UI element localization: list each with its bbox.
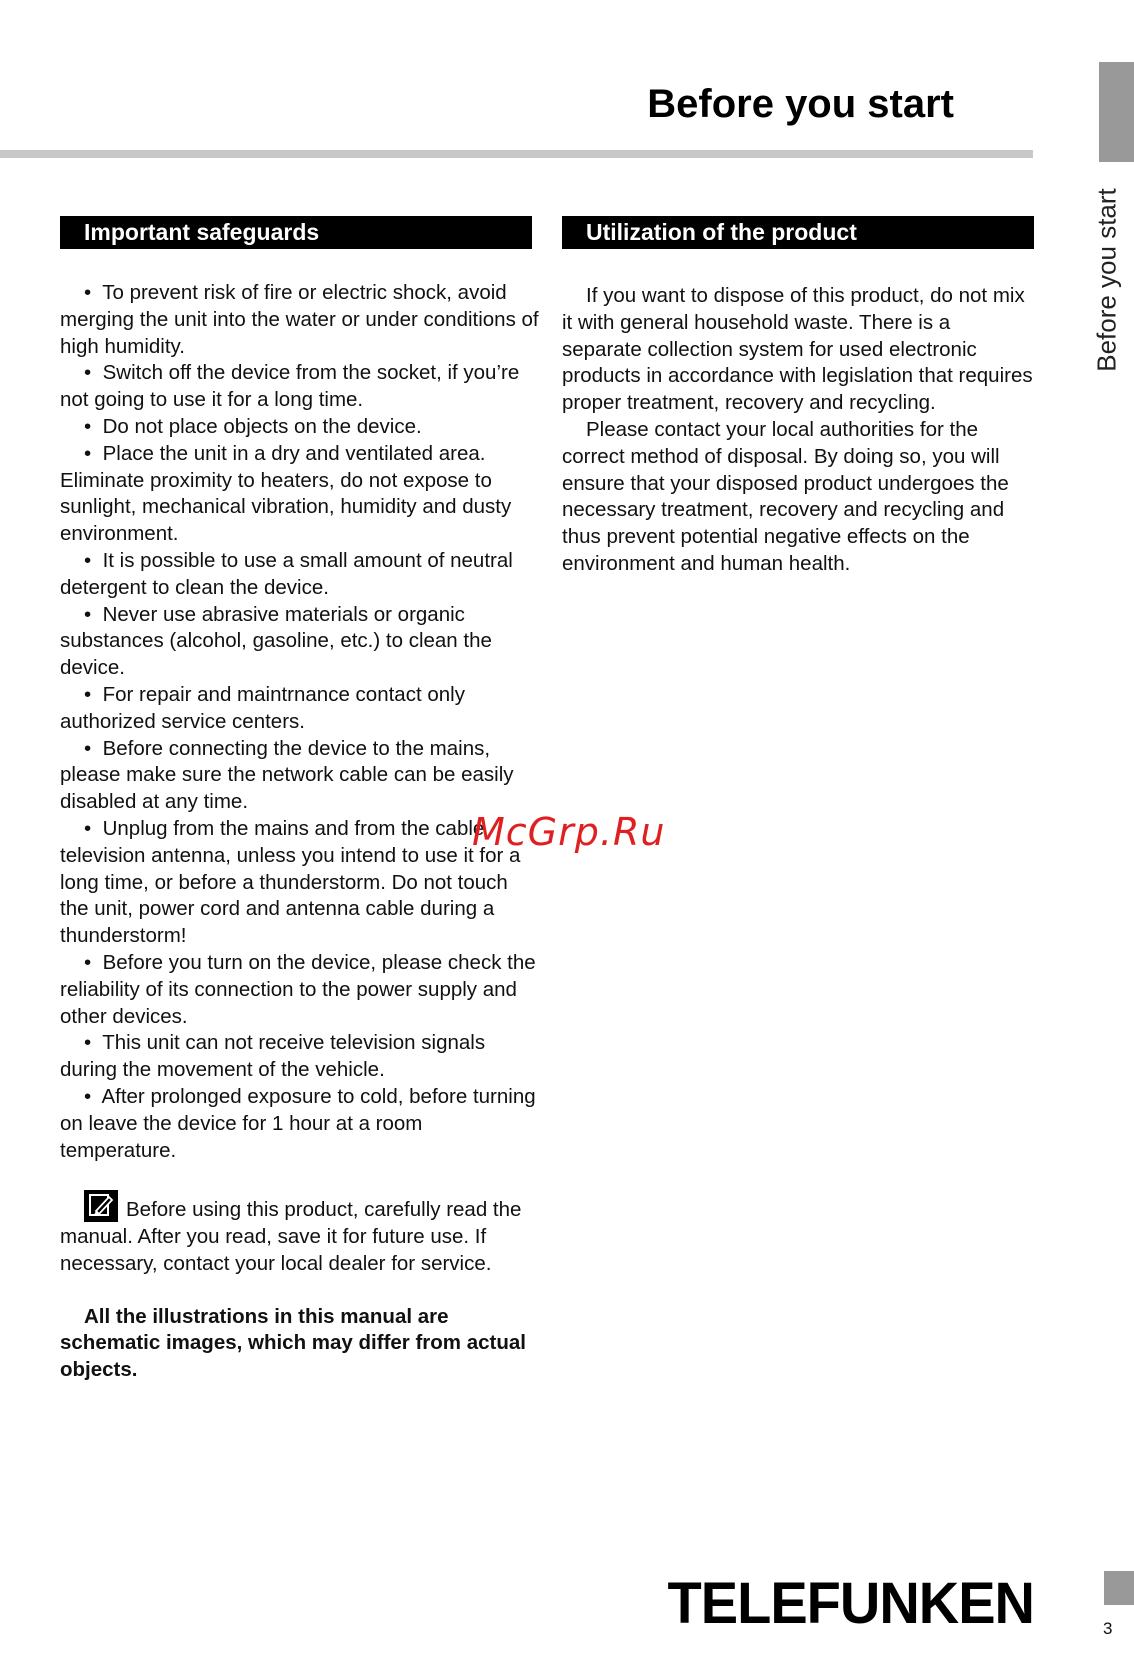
bullet: • <box>84 281 92 304</box>
safeguard-text: Before connecting the device to the mains, please make sure the network cable can be easily disabled at any time. <box>60 736 514 814</box>
utilization-column <box>562 283 1034 578</box>
safeguard-text: It is possible to use a small amount of neutral detergent to clean the device. <box>60 548 513 599</box>
bullet: • <box>84 361 92 385</box>
title-rule <box>0 150 1033 158</box>
safeguard-item <box>60 360 540 414</box>
safeguard-text: This unit can not receive television signals during the movement of the vehicle. <box>60 1031 486 1082</box>
safeguard-item <box>60 816 540 950</box>
safeguard-item <box>60 280 540 360</box>
safeguard-item <box>60 548 540 602</box>
safeguard-text: After prolonged exposure to cold, before turning on leave the device for 1 hour at a room temperature. <box>60 1084 536 1162</box>
safeguard-text: Do not place objects on the device. <box>102 414 422 438</box>
safeguard-item <box>60 950 540 1030</box>
safeguard-item <box>60 602 540 682</box>
bullet: • <box>84 1084 92 1108</box>
read-manual-note <box>60 1190 540 1277</box>
side-section-label <box>1082 180 1132 380</box>
safeguard-item <box>60 736 540 816</box>
read-manual-text: Before using this product, carefully read the manual. After you read, save it for future use. If necessary, contact your local dealer for service. <box>60 1198 522 1275</box>
brand-logo: TELEFUNKEN <box>667 1569 1034 1636</box>
bullet: • <box>84 816 92 840</box>
safeguard-text: Before you turn on the device, please check the reliability of its connection to the power supply and other devices. <box>60 950 536 1028</box>
safeguard-text: To prevent risk of fire or electric shock, avoid merging the unit into the water or under conditions of high humidity. <box>60 281 539 358</box>
bullet: • <box>84 736 92 760</box>
bullet: • <box>84 950 92 974</box>
bullet: • <box>84 1031 92 1055</box>
safeguard-item <box>60 1030 540 1084</box>
safeguard-text: Unplug from the mains and from the cable television antenna, unless you intend to use it for a long time, or before a thunderstorm. Do not touch the unit, power cord and antenna cable during a thunderstorm! <box>60 816 521 948</box>
note-pencil-icon <box>84 1190 118 1222</box>
safeguard-item <box>60 414 540 441</box>
page-number: 3 <box>1103 1619 1113 1638</box>
safeguard-item <box>60 1084 540 1164</box>
bullet: • <box>84 414 92 438</box>
side-section-label-text: Before you start <box>1091 188 1122 372</box>
illustration-disclaimer: All the illustrations in this manual are schematic images, which may differ from actual objects. <box>60 1304 526 1382</box>
safeguard-text: For repair and maintrnance contact only authorized service centers. <box>60 682 465 733</box>
bullet: • <box>84 441 92 465</box>
utilization-heading: Utilization of the product <box>562 216 1034 249</box>
watermark: McGrp.Ru <box>472 810 666 854</box>
bullet: • <box>84 682 92 706</box>
safeguard-text: Place the unit in a dry and ventilated area. Eliminate proximity to heaters, do not expose to sunlight, mechanical vibration, humidity and dusty environment. <box>60 441 512 546</box>
bullet: • <box>84 602 92 626</box>
safeguard-item <box>60 441 540 548</box>
page-title: Before you start <box>647 82 954 126</box>
safeguard-item <box>60 682 540 736</box>
utilization-paragraph: If you want to dispose of this product, do not mix it with general household waste. There is a separate collection system for used electronic products in accordance with legislation that requires proper treatment, recovery and recycling. <box>562 284 1033 415</box>
side-tab-marker <box>1099 62 1134 162</box>
utilization-paragraph: Please contact your local authorities for the correct method of disposal. By doing so, you will ensure that your disposed product undergoes the necessary treatment, recovery and recycling and thus prevent potential negative effects on the environment and human health. <box>562 417 1009 575</box>
bullet: • <box>84 548 92 572</box>
safeguards-column <box>60 280 540 1384</box>
safeguard-text: Never use abrasive materials or organic substances (alcohol, gasoline, etc.) to clean the device. <box>60 602 492 680</box>
page-number-marker <box>1104 1571 1134 1605</box>
safeguard-text: Switch off the device from the socket, if you’re not going to use it for a long time. <box>60 361 520 412</box>
safeguards-heading: Important safeguards <box>60 216 532 249</box>
